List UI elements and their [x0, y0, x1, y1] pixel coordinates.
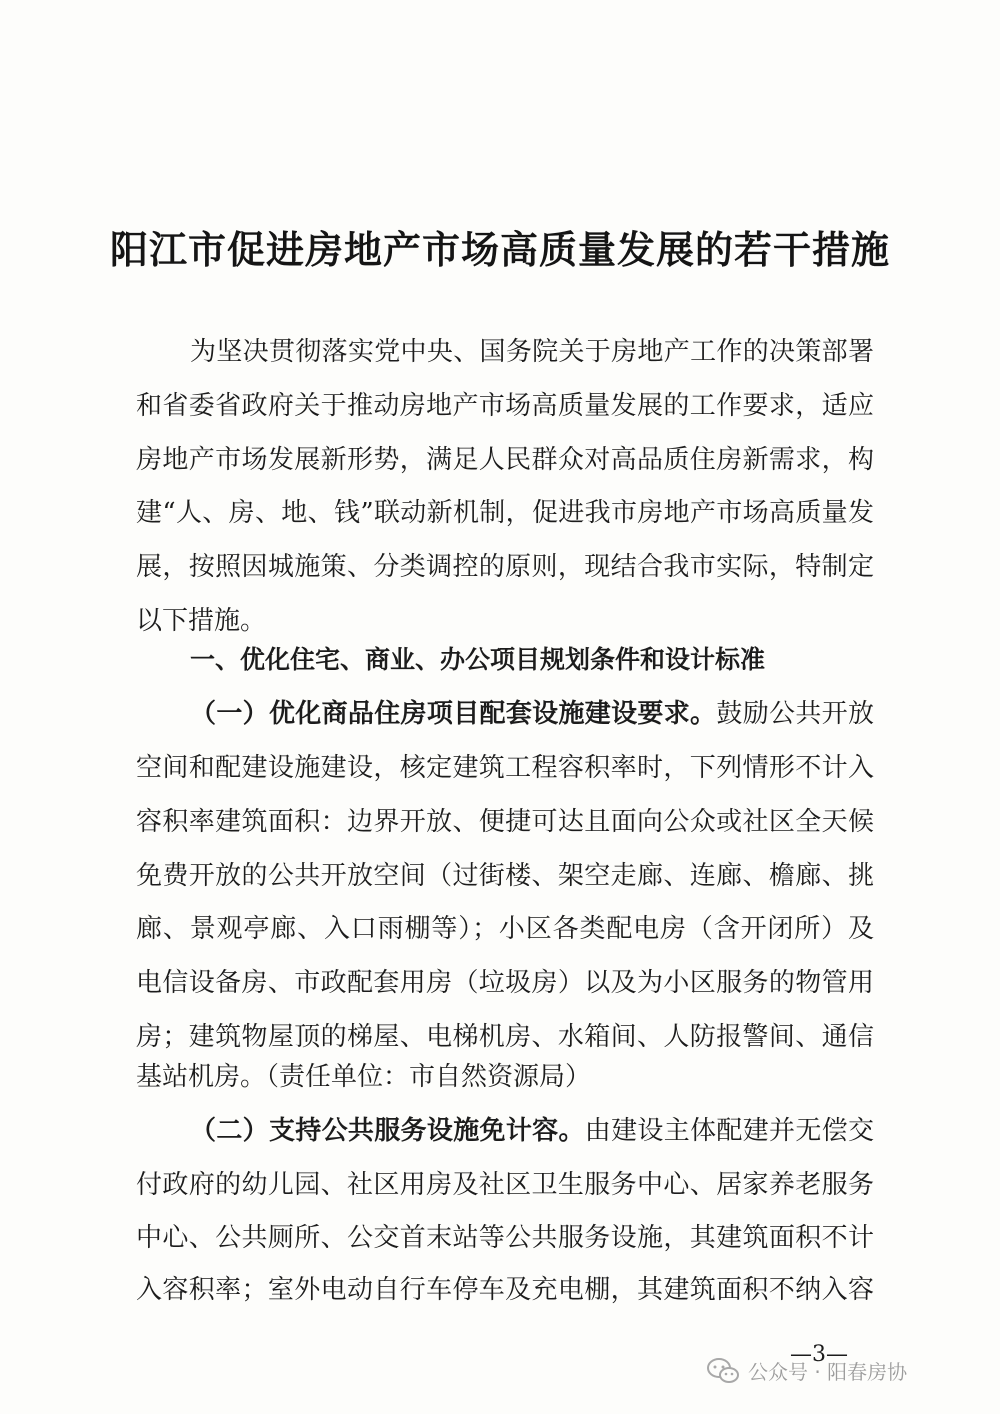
paragraph-line: 建“人、房、地、钱”联动新机制，促进我市房地产市场高质量发: [136, 498, 874, 528]
clause-line: [190, 1105, 874, 1157]
paragraph-line: 房；建筑物屋顶的梯屋、电梯机房、水箱间、人防报警间、通信: [136, 1022, 874, 1052]
clause-text: 由建设主体配建并无偿交: [584, 1116, 874, 1146]
section-heading: 一、优化住宅、商业、办公项目规划条件和设计标准: [190, 645, 766, 674]
page-title: 阳江市促进房地产市场高质量发展的若干措施: [109, 228, 890, 272]
paragraph-line: 以下措施。: [136, 606, 267, 636]
paragraph-line: 廊、景观亭廊、入口雨棚等）；小区各类配电房（含开闭所）及: [136, 914, 874, 944]
paragraph-line: 基站机房。（责任单位：市自然资源局）: [136, 1062, 592, 1092]
clause-lead: （一）优化商品住房项目配套设施建设要求。: [190, 699, 717, 729]
watermark-text: 公众号 · 阳春房协: [748, 1360, 908, 1384]
paragraph-line: 容积率建筑面积：边界开放、便捷可达且面向公众或社区全天候: [136, 807, 874, 837]
watermark: [706, 1356, 907, 1385]
paragraph-line: 空间和配建设施建设，核定建筑工程容积率时，下列情形不计入: [136, 753, 874, 783]
paragraph-line: 免费开放的公共开放空间（过街楼、架空走廊、连廊、檐廊、挑: [136, 861, 874, 891]
page-number: —3—: [790, 1342, 848, 1367]
paragraph-line: 为坚决贯彻落实党中央、国务院关于房地产工作的决策部署: [190, 337, 874, 367]
paragraph-line: 付政府的幼儿园、社区用房及社区卫生服务中心、居家养老服务: [136, 1170, 874, 1200]
paragraph-line: 展，按照因城施策、分类调控的原则，现结合我市实际，特制定: [136, 552, 874, 582]
clause-text: 鼓励公共开放: [716, 699, 874, 729]
clause-lead: （二）支持公共服务设施免计容。: [190, 1116, 585, 1146]
paragraph-line: 电信设备房、市政配套用房（垃圾房）以及为小区服务的物管用: [136, 968, 874, 998]
paragraph-line: 和省委省政府关于推动房地产市场高质量发展的工作要求，适应: [136, 391, 874, 421]
wechat-icon: [706, 1357, 740, 1385]
paragraph-line: 中心、公共厕所、公交首末站等公共服务设施，其建筑面积不计: [136, 1223, 874, 1253]
paragraph-line: 房地产市场发展新形势，满足人民群众对高品质住房新需求，构: [136, 445, 874, 475]
paragraph-line: 入容积率；室外电动自行车停车及充电棚，其建筑面积不纳入容: [136, 1275, 874, 1305]
clause-line: [190, 688, 874, 740]
